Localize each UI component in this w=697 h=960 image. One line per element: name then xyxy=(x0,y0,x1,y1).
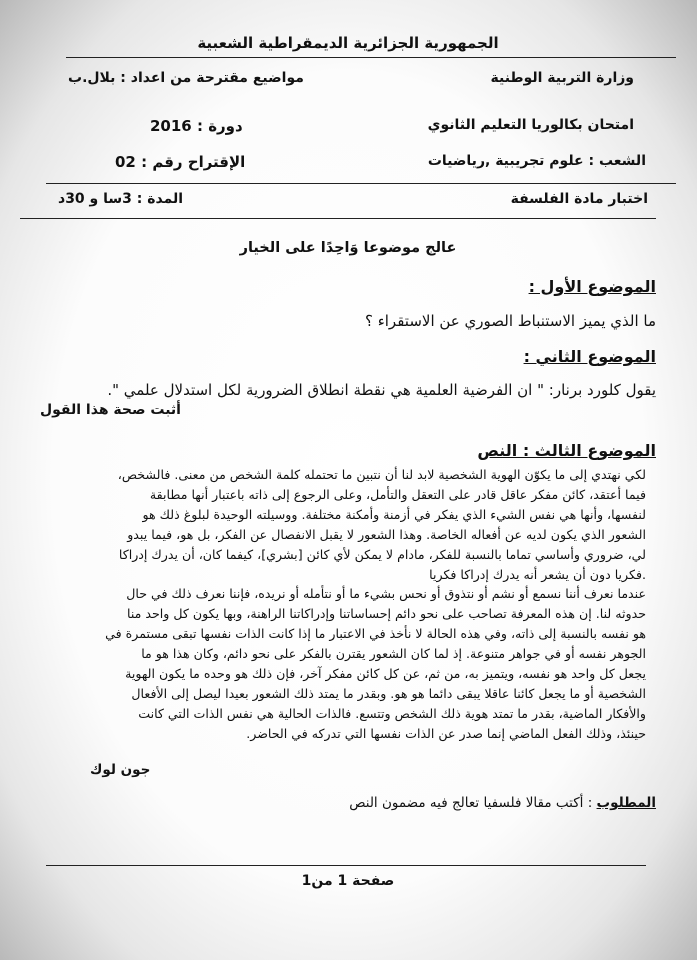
exam-subject: اختبار مادة الفلسفة xyxy=(510,191,648,207)
text-line: عندما نعرف أننا نسمع أو نشم أو نتذوق أو نحس بشيء ما أو نتأمله أو نريده، فإننا نعرف ذلك في حال xyxy=(126,586,646,602)
text-line: الشخصية أو ما يجعل كائنا عاقلا يبقى دائما هو هو. وبقدر ما يمتد ذلك الشعور بعيدا ليصل إلى الأفعال xyxy=(131,685,646,701)
text-line: لنفسها، وأنها هي نفس الشيء الذي يفكر في أزمنة وأمكنة مختلفة. ووسيلته الوحيدة لبلوغ ذلك هو xyxy=(142,506,646,522)
proposed-by: مواضيع مقترحة من اعداد : بلال.ب xyxy=(68,70,304,86)
topic1-title: الموضوع الأول : xyxy=(528,277,656,296)
required-text: : أكتب مقالا فلسفيا تعالج فيه مضمون النص xyxy=(349,795,593,811)
required-label: المطلوب xyxy=(596,795,656,811)
exam-document xyxy=(20,25,676,935)
text-line: يجعل كل واحد هو نفسه، ويتميز به، من ثم، عن كل كائن مفكر آخر، فإن ذلك هو وحده ما يكون الهوية xyxy=(125,666,646,682)
topic3-text xyxy=(46,465,646,744)
exam-duration: المدة : 3سا و 30د xyxy=(58,191,184,207)
topic2-task: أثبت صحة هذا القول xyxy=(40,402,181,418)
text-line: حدوثه لنا. إن هذه المعرفة تصاحب على نحو دائم إحساساتنا وإدراكاتنا الراهنة، وبها يكون كل واحد منا xyxy=(126,606,646,622)
text-line: لي، ضروري وأساسي تماما بالنسبة للفكر، مادام لا يمكن لأي كائن [بشري]، كيفما كان، أن يدرك إدراكا xyxy=(118,546,646,562)
exam-streams: الشعب : علوم تجريبية ,رياضيات xyxy=(427,153,646,169)
topic2-quote: يقول كلورد برنار: " ان الفرضية العلمية هي نقطة انطلاق الضرورية لكل استدلال علمي ". xyxy=(107,381,656,399)
exam-name: امتحان بكالوريا التعليم الثانوي xyxy=(427,117,634,133)
text-line: لكي نهتدي إلى ما يكوّن الهوية الشخصية لابد لنا أن نتبين ما تحتمله كلمة الشخص من معنى. فالشخص، xyxy=(117,467,646,482)
required-task xyxy=(349,795,656,811)
text-line: والأفكار الماضية، بقدر ما تمتد هوية ذلك الشخص وتتسع. فالذات الحالية هي نفس الذات التي كانت xyxy=(138,705,646,721)
ministry-name: وزارة التربية الوطنية xyxy=(490,70,634,86)
text-line: هو نفسه بالنسبة إلى ذاته، وفي هذه الحالة لا نأخذ في الاعتبار ما إذا كانت الذات نفسها تبقى مستمرة في xyxy=(105,626,646,642)
header-rule-bottom xyxy=(20,218,656,219)
page-number: صفحة 1 من1 xyxy=(301,873,395,889)
republic-title: الجمهورية الجزائرية الديمقراطية الشعبية xyxy=(197,34,499,52)
topic3-title: الموضوع الثالث : النص xyxy=(477,441,656,460)
topic2-title: الموضوع الثاني : xyxy=(523,347,656,366)
text-line: .فكريا دون أن يشعر أنه يدرك إدراكا فكريا xyxy=(429,566,646,582)
header-rule-middle xyxy=(46,183,676,184)
header-rule-top xyxy=(66,57,676,58)
topic1-question: ما الذي يميز الاستنباط الصوري عن الاستقراء ؟ xyxy=(364,312,656,330)
exam-session: دورة : 2016 xyxy=(150,117,243,135)
footer-rule xyxy=(46,865,646,866)
text-line: حينئذ، وذلك الفعل الماضي إنما صدر عن الذات نفسها التي تدركه في الحاضر. xyxy=(246,725,646,741)
text-line: الجوهر نفسه أو في جواهر متنوعة. إذ لما كان الشعور يقترن بالفكر على نحو دائم، وكان هذا هو ما xyxy=(141,646,646,662)
text-author: جون لوك xyxy=(90,762,151,778)
exam-instruction: عالج موضوعا وَاحِدًا على الخيار xyxy=(239,240,457,256)
proposal-number: الإقتراح رقم : 02 xyxy=(115,153,246,171)
text-line: الشعور الذي يكون لديه عن أفعاله الخاصة. وهذا الشعور لا يقبل الانفصال عن الفكر، بل هو، فيما يبدو xyxy=(127,526,646,542)
text-line: فيما أعتقد، كائن مفكر عاقل قادر على التعقل والتأمل، وعلى الرجوع إلى ذاته باعتبار أنها مطابقة xyxy=(149,486,646,502)
